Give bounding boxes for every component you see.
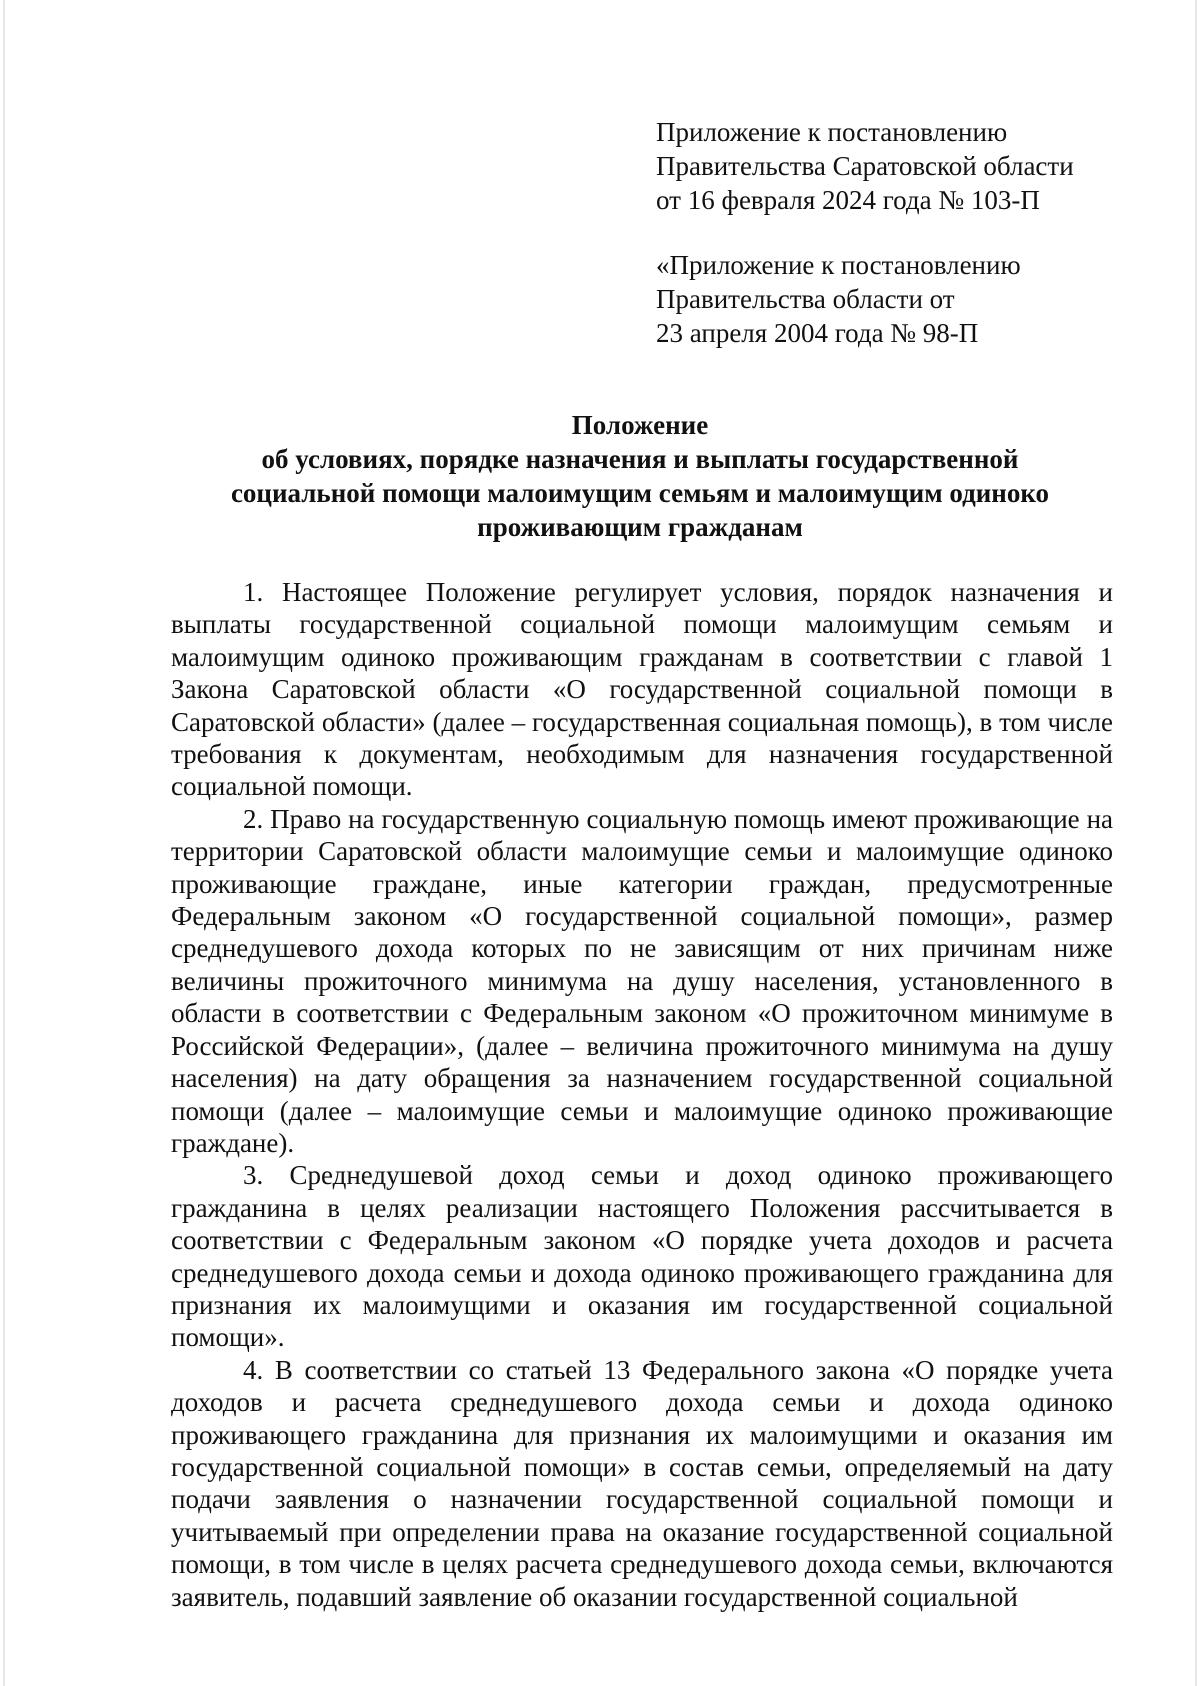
paragraph-4: 4. В соответствии со статьей 13 Федерального закона «О порядке учета доходов и расчета среднедушевого дохода семьи и дохода одиноко проживающего гражданина для признания их малоимущими и оказания им государственной социальной помощи» в состав семьи, определяемый на дату подачи заявления о назначении государственной социальной помощи и учитываемый при определении права на оказание государственной социальной помощи, в том числе в целях расчета среднедушевого дохода семьи, включаются заявитель, подавший заявление об оказании государственной социальной — [171, 1354, 1113, 1612]
original-appendix-reference — [656, 248, 1136, 350]
original-appendix-line: Правительства области от — [656, 284, 955, 314]
appendix-reference — [656, 115, 1136, 217]
paragraph-3: 3. Среднедушевой доход семьи и доход одиноко проживающего гражданина в целях реализации настоящего Положения рассчитывается в соответствии с Федеральным законом «О порядке учета доходов и расчета среднедушевого дохода семьи и дохода одиноко проживающего гражданина для признания их малоимущими и оказания им государственной социальной помощи». — [171, 1160, 1113, 1353]
title-line: социальной помощи малоимущим семьям и малоимущим одиноко — [230, 478, 1050, 508]
appendix-line: Приложение к постановлению — [656, 117, 1008, 147]
original-appendix-line: «Приложение к постановлению — [656, 250, 1021, 280]
title-line: об условиях, порядке назначения и выплаты государственной — [261, 444, 1019, 474]
appendix-line: от 16 февраля 2024 года № 103-П — [656, 185, 1040, 215]
paragraph-2: 2. Право на государственную социальную помощь имеют проживающие на территории Саратовской области малоимущие семьи и малоимущие одиноко проживающие граждане, иные категории граждан, предусмотренные Федеральным законом «О государственной социальной помощи», размер среднедушевого дохода которых по не зависящим от них причинам ниже величины прожиточного минимума на душу населения, установленного в области в соответствии с Федеральным законом «О прожиточном минимуме в Российской Федерации», (далее – величина прожиточного минимума на душу населения) на дату обращения за назначением государственной социальной помощи (далее – малоимущие семьи и малоимущие одиноко проживающие граждане). — [171, 803, 1113, 1158]
scan-edge-left — [3, 0, 5, 1686]
appendix-line: Правительства Саратовской области — [656, 151, 1074, 181]
paragraph-1: 1. Настоящее Положение регулирует условия, порядок назначения и выплаты государственной социальной помощи малоимущим семьям и малоимущим одиноко проживающим гражданам в соответствии с главой 1 Закона Саратовской области «О государственной социальной помощи в Саратовской области» (далее – государственная социальная помощь), в том числе требования к документам, необходимым для назначения государственной социальной помощи. — [171, 577, 1113, 802]
document-body — [171, 576, 1113, 1613]
document-title — [170, 408, 1110, 544]
title-line: Положение — [571, 410, 709, 440]
title-line: проживающим гражданам — [477, 512, 803, 542]
scan-edge-right — [1195, 0, 1197, 1686]
original-appendix-line: 23 апреля 2004 года № 98-П — [656, 318, 979, 348]
